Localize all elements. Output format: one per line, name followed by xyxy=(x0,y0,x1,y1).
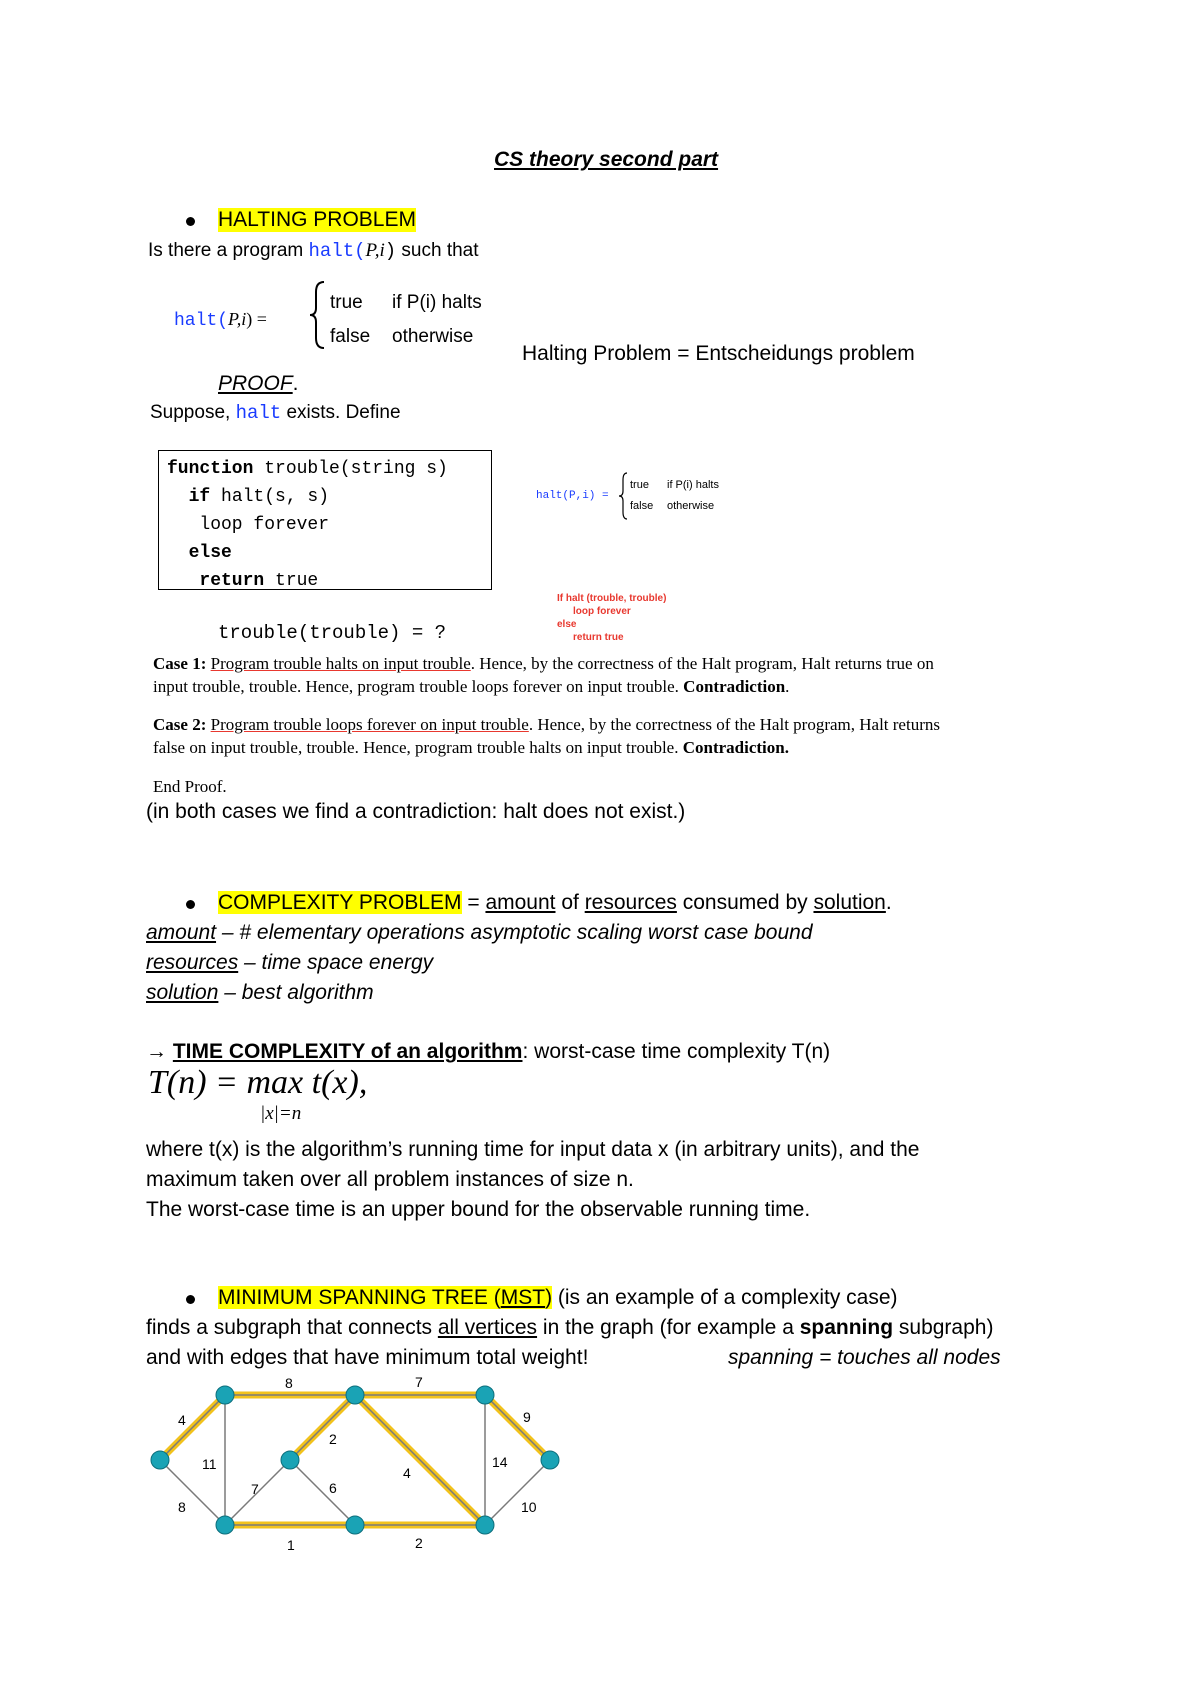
mst-heading-pre: MINIMUM SPANNING TREE ( xyxy=(218,1286,501,1309)
mst-line1-ul: all vertices xyxy=(437,1316,538,1339)
arrow-icon: → xyxy=(146,1040,173,1063)
code-rest: trouble(string s) xyxy=(253,459,448,479)
case1-label: Case 1: xyxy=(153,654,207,673)
edge-label: 4 xyxy=(178,1412,186,1428)
edge xyxy=(290,1395,355,1460)
where-line2: maximum taken over all problem instances of size n. xyxy=(146,1168,634,1191)
proof-dot: . xyxy=(292,372,299,395)
def-solution xyxy=(146,981,374,1005)
edge-label: 8 xyxy=(178,1499,186,1515)
tc-rest: worst-case time complexity T(n) xyxy=(528,1040,831,1063)
graph-node xyxy=(216,1516,234,1534)
small-def-true: true xyxy=(630,479,649,491)
graph-node xyxy=(281,1451,299,1469)
edge xyxy=(290,1460,355,1525)
graph-node xyxy=(216,1386,234,1404)
halt-def-true-cond: if P(i) halts xyxy=(392,292,482,313)
halting-question-args: P,i xyxy=(365,240,385,261)
mst-line1-pre: finds a subgraph that connects xyxy=(146,1316,438,1339)
edge-label: 2 xyxy=(415,1535,423,1550)
graph-node xyxy=(151,1451,169,1469)
red-note-2: loop forever xyxy=(573,606,631,617)
case1-underlined: Program trouble halts on input trouble xyxy=(210,654,471,673)
tc-heading: TIME COMPLEXITY of an algorithm xyxy=(172,1040,523,1063)
complexity-solution: solution xyxy=(813,891,886,914)
graph-node xyxy=(346,1386,364,1404)
complexity-resources: resources xyxy=(584,891,677,914)
halt-def-true: true xyxy=(330,292,363,313)
small-def-lhs: halt(P,i) = xyxy=(536,490,609,502)
case2-label: Case 2: xyxy=(153,715,207,734)
halting-equivalence: Halting Problem = Entscheidungs problem xyxy=(522,342,915,365)
small-def-false-cond: otherwise xyxy=(667,500,715,512)
complexity-dot: . xyxy=(885,891,892,914)
case2-underlined: Program trouble loops forever on input trouble xyxy=(210,715,529,734)
halt-def-code: halt( xyxy=(174,311,229,331)
bullet-halting xyxy=(186,217,195,226)
case1-rest2: input trouble, trouble. Hence, program trouble loops forever on input trouble. xyxy=(153,677,679,696)
suppose-pre: Suppose, xyxy=(150,402,236,423)
case2-line2 xyxy=(153,736,789,759)
mst-heading-line xyxy=(218,1286,898,1310)
halting-question-code-end: ) xyxy=(384,240,397,262)
edge xyxy=(160,1395,225,1460)
mst-line1-mid: in the graph (for example a xyxy=(537,1316,800,1339)
edge-label: 7 xyxy=(415,1374,423,1390)
halt-def-end: ) = xyxy=(246,309,267,329)
edge-label: 14 xyxy=(492,1454,508,1470)
case2-rest2: false on input trouble, trouble. Hence, program trouble halts on input trouble. xyxy=(153,738,679,757)
mst-heading-tail: (is an example of a complexity case) xyxy=(552,1286,898,1309)
proof-label-line xyxy=(218,372,299,396)
halting-heading: HALTING PROBLEM xyxy=(218,208,416,231)
suppose-code: halt xyxy=(235,402,282,424)
brace-icon xyxy=(308,280,326,350)
small-def-true-cond: if P(i) halts xyxy=(667,479,719,491)
def-amount xyxy=(146,921,813,945)
halt-def-false-cond: otherwise xyxy=(392,326,474,347)
code-kw: function xyxy=(167,459,254,479)
red-note-1: If halt (trouble, trouble) xyxy=(557,593,667,604)
bullet-mst xyxy=(186,1295,195,1304)
where-line1: where t(x) is the algorithm’s running time for input data x (in arbitrary units), and the xyxy=(146,1138,920,1161)
mst-graph xyxy=(140,1370,580,1550)
end-proof: End Proof. xyxy=(153,777,227,796)
edge-label: 11 xyxy=(202,1456,217,1472)
complexity-eq: = xyxy=(461,891,486,914)
code-line-1 xyxy=(167,455,483,483)
suppose-post: exists. Define xyxy=(281,402,401,423)
formula-sub: |x|=n xyxy=(260,1103,302,1124)
graph-node xyxy=(541,1451,559,1469)
halting-question-pre: Is there a program xyxy=(148,240,309,261)
code-line-4 xyxy=(167,539,483,567)
def-amount-text: – # elementary operations asymptotic scaling worst case bound xyxy=(216,921,813,944)
def-resources xyxy=(146,951,433,975)
code-kw: return xyxy=(167,571,265,591)
spanning-note: spanning = touches all nodes xyxy=(728,1346,1001,1369)
def-resources-term: resources xyxy=(146,951,239,974)
red-note-3: else xyxy=(557,619,577,630)
code-rest: loop forever xyxy=(167,515,330,535)
trouble-query: trouble(trouble) = ? xyxy=(218,622,447,644)
def-solution-text: – best algorithm xyxy=(218,981,374,1004)
tc-colon: : xyxy=(522,1040,529,1063)
graph-node xyxy=(476,1516,494,1534)
case2-rest1: . Hence, by the correctness of the Halt program, Halt returns xyxy=(528,715,940,734)
halting-question xyxy=(148,240,479,262)
code-line-5 xyxy=(167,567,483,595)
def-resources-text: – time space energy xyxy=(238,951,434,974)
def-solution-term: solution xyxy=(146,981,219,1004)
case1-line1 xyxy=(153,652,934,675)
time-complexity-line xyxy=(146,1040,830,1064)
edge xyxy=(355,1395,485,1525)
halting-conclusion: (in both cases we find a contradiction: halt does not exist.) xyxy=(146,800,686,823)
edge-label: 1 xyxy=(287,1537,295,1550)
mst-heading-abbr: MST xyxy=(500,1286,546,1309)
complexity-consumed: consumed by xyxy=(676,891,814,914)
where-line3: The worst-case time is an upper bound for the observable running time. xyxy=(146,1198,811,1221)
complexity-heading: COMPLEXITY PROBLEM xyxy=(218,891,462,914)
red-note-4: return true xyxy=(573,632,624,643)
graph-node xyxy=(476,1386,494,1404)
edge-label: 10 xyxy=(521,1499,537,1515)
code-rest: true xyxy=(264,571,319,591)
case2-end: Contradiction. xyxy=(682,738,789,757)
mst-line1-bold: spanning xyxy=(799,1316,894,1339)
case1-line2: input trouble, trouble. Hence, program trouble loops forever on input trouble. Contradiction. xyxy=(153,677,790,696)
code-line-2 xyxy=(167,483,483,511)
code-kw: if xyxy=(167,487,211,507)
complexity-heading-line xyxy=(218,891,892,915)
mst-heading xyxy=(218,1286,552,1309)
mst-heading-post: ) xyxy=(545,1286,553,1309)
edge-label: 2 xyxy=(329,1431,337,1447)
bullet-complexity xyxy=(186,900,195,909)
complexity-of: of xyxy=(555,891,585,914)
case1-end: Contradiction xyxy=(683,677,786,696)
halt-def-lhs xyxy=(174,309,267,331)
suppose-line xyxy=(150,402,401,424)
code-kw: else xyxy=(167,543,232,563)
case1-rest1: . Hence, by the correctness of the Halt program, Halt returns true on xyxy=(470,654,934,673)
edge xyxy=(485,1395,550,1460)
graph-node xyxy=(346,1516,364,1534)
edge-label: 8 xyxy=(285,1375,293,1391)
halt-def-false: false xyxy=(330,326,371,347)
edge-label: 6 xyxy=(329,1480,337,1496)
def-amount-term: amount xyxy=(146,921,217,944)
code-line-3 xyxy=(167,511,483,539)
mst-line1-post: subgraph) xyxy=(893,1316,994,1339)
trouble-code-box xyxy=(158,450,492,590)
edge-label: 7 xyxy=(251,1481,259,1497)
mst-line1 xyxy=(146,1316,993,1340)
case2-line1 xyxy=(153,713,940,736)
halting-question-code: halt( xyxy=(308,240,366,262)
page-title: CS theory second part xyxy=(494,148,719,171)
halting-question-post: such that xyxy=(396,240,479,261)
small-def-false: false xyxy=(630,500,654,512)
complexity-amount: amount xyxy=(485,891,556,914)
edge-label: 4 xyxy=(403,1465,411,1481)
small-brace-icon xyxy=(618,472,628,520)
mst-line2: and with edges that have minimum total weight! xyxy=(146,1346,589,1369)
formula: T(n) = max t(x), xyxy=(148,1064,368,1101)
halt-def-args: P,i xyxy=(228,309,247,329)
proof-label: PROOF xyxy=(218,372,293,395)
code-rest: halt(s, s) xyxy=(210,487,330,507)
edge-label: 9 xyxy=(523,1409,531,1425)
